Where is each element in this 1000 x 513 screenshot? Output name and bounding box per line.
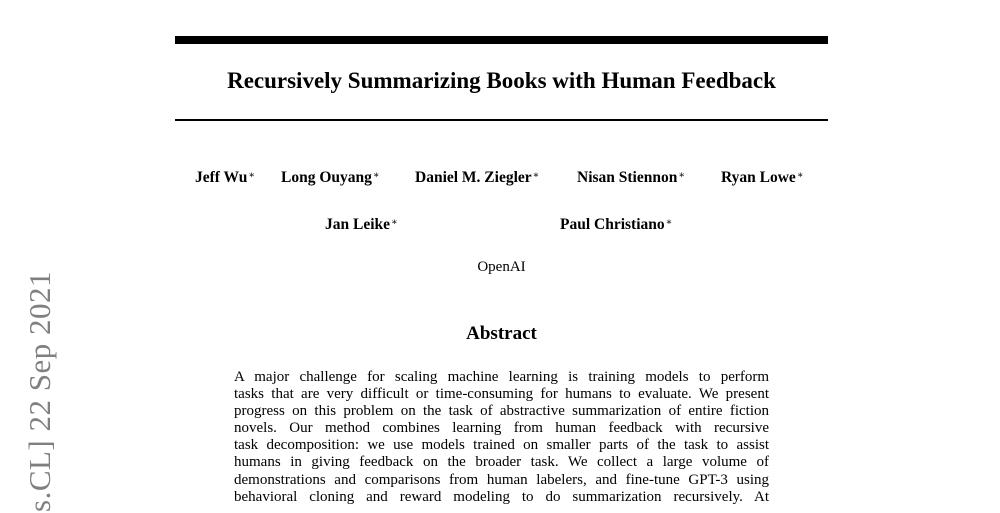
title-bottom-rule	[175, 119, 828, 121]
affiliation: OpenAI	[477, 259, 526, 275]
title-top-rule	[175, 36, 828, 44]
author-jeff-wu: Jeff Wu∗	[195, 169, 256, 186]
author-paul-christiano: Paul Christiano∗	[560, 216, 673, 233]
abstract-line: behavioral cloning and reward modeling to do summarization recursively. At	[234, 488, 769, 505]
author-nisan-stiennon: Nisan Stiennon∗	[577, 169, 686, 186]
author-footnote-mark: ∗	[665, 217, 673, 228]
abstract-line: demonstrations and comparisons from human labelers, and fine-tune GPT-3 using	[234, 471, 769, 488]
abstract-line: progress on this problem on the task of abstractive summarization of entire fiction	[234, 403, 769, 420]
author-daniel-ziegler: Daniel M. Ziegler∗	[415, 169, 540, 186]
author-ryan-lowe: Ryan Lowe∗	[721, 169, 804, 186]
author-footnote-mark: ∗	[248, 170, 256, 181]
author-footnote-mark: ∗	[796, 170, 804, 181]
author-footnote-mark: ∗	[372, 170, 380, 181]
author-footnote-mark: ∗	[532, 170, 540, 181]
abstract-line: tasks that are very difficult or time-consuming for humans to evaluate. We present	[234, 386, 769, 403]
abstract-line: task decomposition: we use models trained on smaller parts of the task to assist	[234, 437, 769, 454]
author-long-ouyang: Long Ouyang∗	[281, 169, 380, 186]
abstract-heading: Abstract	[466, 323, 537, 344]
arxiv-margin-stamp: s.CL] 22 Sep 2021	[22, 271, 57, 512]
abstract-line: humans in giving feedback on the broader task. We collect a large volume of	[234, 454, 769, 471]
author-footnote-mark: ∗	[678, 170, 686, 181]
paper-title: Recursively Summarizing Books with Human Feedback	[227, 68, 776, 93]
abstract-line: A major challenge for scaling machine learning is training models to perform	[234, 369, 769, 385]
author-jan-leike: Jan Leike∗	[325, 216, 398, 233]
abstract-body	[234, 369, 769, 506]
author-footnote-mark: ∗	[391, 217, 398, 228]
abstract-line: novels. Our method combines learning from human feedback with recursive	[234, 420, 769, 437]
